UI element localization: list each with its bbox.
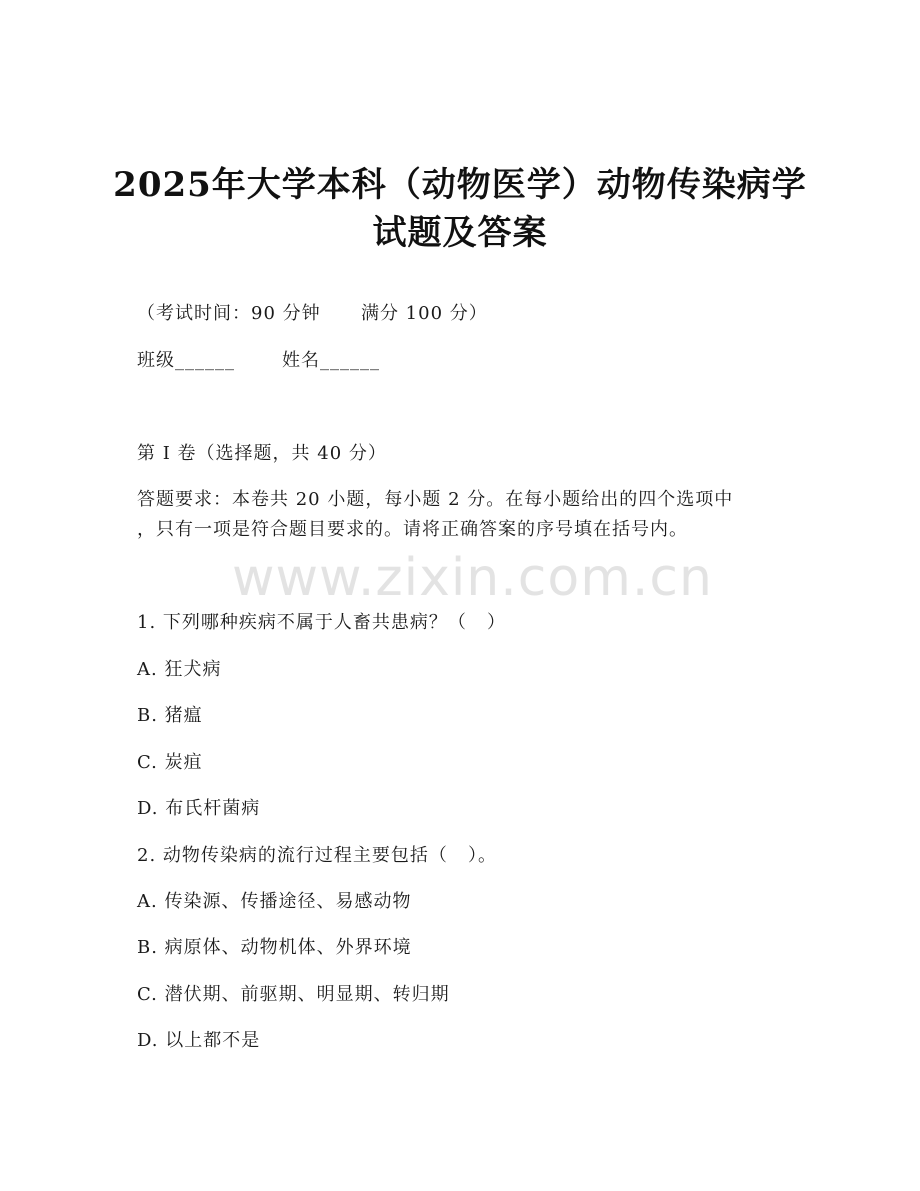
question-1-option-d: D. 布氏杆菌病 <box>137 798 261 819</box>
document-title-line-1: 2025年大学本科（动物医学）动物传染病学 <box>113 165 807 205</box>
instructions-line-1: 答题要求：本卷共 20 小题，每小题 2 分。在每小题给出的四个选项中 <box>137 489 734 510</box>
question-2-stem: 2. 动物传染病的流行过程主要包括（ ）。 <box>137 845 498 866</box>
exam-info: （考试时间：90 分钟 满分 100 分） <box>137 303 488 324</box>
section-heading: 第 I 卷（选择题，共 40 分） <box>137 443 387 464</box>
instructions-line-2: ，只有一项是符合题目要求的。请将正确答案的序号填在括号内。 <box>137 519 688 540</box>
question-2-option-a: A. 传染源、传播途径、易感动物 <box>137 891 412 912</box>
question-1-option-c: C. 炭疽 <box>137 752 203 773</box>
watermark: www.zixin.com.cn <box>232 548 713 608</box>
question-2-option-b: B. 病原体、动物机体、外界环境 <box>137 937 412 958</box>
class-name-line: 班级______ 姓名______ <box>137 350 381 371</box>
question-2-option-c: C. 潜伏期、前驱期、明显期、转归期 <box>137 984 450 1005</box>
question-1-stem: 1. 下列哪种疾病不属于人畜共患病？（ ） <box>137 612 507 633</box>
question-1-option-b: B. 猪瘟 <box>137 705 203 726</box>
question-1-option-a: A. 狂犬病 <box>137 659 222 680</box>
document-title-line-2: 试题及答案 <box>372 213 548 253</box>
question-2-option-d: D. 以上都不是 <box>137 1030 261 1051</box>
